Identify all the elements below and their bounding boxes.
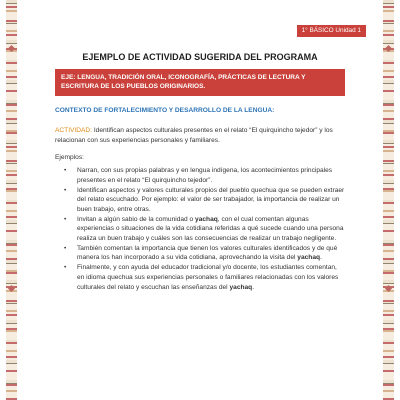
section-heading: CONTEXTO DE FORTALECIMIENTO Y DESARROLLO DE LA LENGUA: (55, 107, 275, 114)
eje-banner: EJE: LENGUA, TRADICIÓN ORAL, ICONOGRAFÍA, PRÁCTICAS DE LECTURA Y ESCRITURA DE LOS PUEBLOS ORIGINARIOS. (55, 69, 345, 96)
list-item-text: . (252, 283, 255, 291)
grade-unit-badge: 1° BÁSICO Unidad 1 (297, 25, 366, 37)
list-item (55, 186, 345, 215)
list-item (55, 215, 345, 244)
page-title: EJEMPLO DE ACTIVIDAD SUGERIDA DEL PROGRAMA (82, 52, 318, 62)
activity-paragraph (55, 126, 345, 145)
list-item-text: . (320, 254, 322, 262)
list-item (55, 166, 345, 185)
activity-text: Identifican aspectos culturales presentes en el relato “El quirquincho tejedor” y los relacionan con sus experiencias personales y familiares. (55, 127, 333, 144)
list-item-keyword: yachaq (229, 283, 253, 291)
list-item-keyword: yachaq (195, 215, 218, 223)
list-item-text: Narran, con sus propias palabras y en lengua indígena, los acontecimientos principales presentes en el relato “El quirquincho tejedor”. (77, 167, 333, 184)
list-item-keyword: yachaq (297, 254, 321, 262)
list-item (55, 263, 345, 292)
list-item-text: , con el cual comentan algunas experiencias o situaciones de la vida cotidiana referidas a qué sucede cuando una persona realiza un buen trabajo y cuáles son las consecuencias de realizar un trabajo negligente. (77, 215, 344, 242)
activity-label: ACTIVIDAD: (55, 127, 93, 134)
list-item (55, 244, 345, 263)
examples-list (55, 166, 345, 293)
list-item-text: Identifican aspectos y valores culturales propios del pueblo quechua que se pueden extraer del relato escuchado. Por ejemplo: el valor de ser trabajador, la importancia de realizar un buen trabajo, entre otras. (77, 186, 345, 213)
examples-label: Ejemplos: (55, 154, 84, 161)
list-item-text: Finalmente, y con ayuda del educador tradicional y/o docente, los estudiantes comentan, en idioma quechua sus experiencias personales o familiares relacionadas con los valores culturales del relato y escuchan las enseñanzas del (77, 264, 339, 291)
list-item-text: También comentan la importancia que tienen los valores culturales identificados y de qué manera los han incorporado a su vida cotidiana, aprovechando la visita del (77, 244, 338, 262)
list-item-text: Invitan a algún sabio de la comunidad o (77, 215, 196, 223)
